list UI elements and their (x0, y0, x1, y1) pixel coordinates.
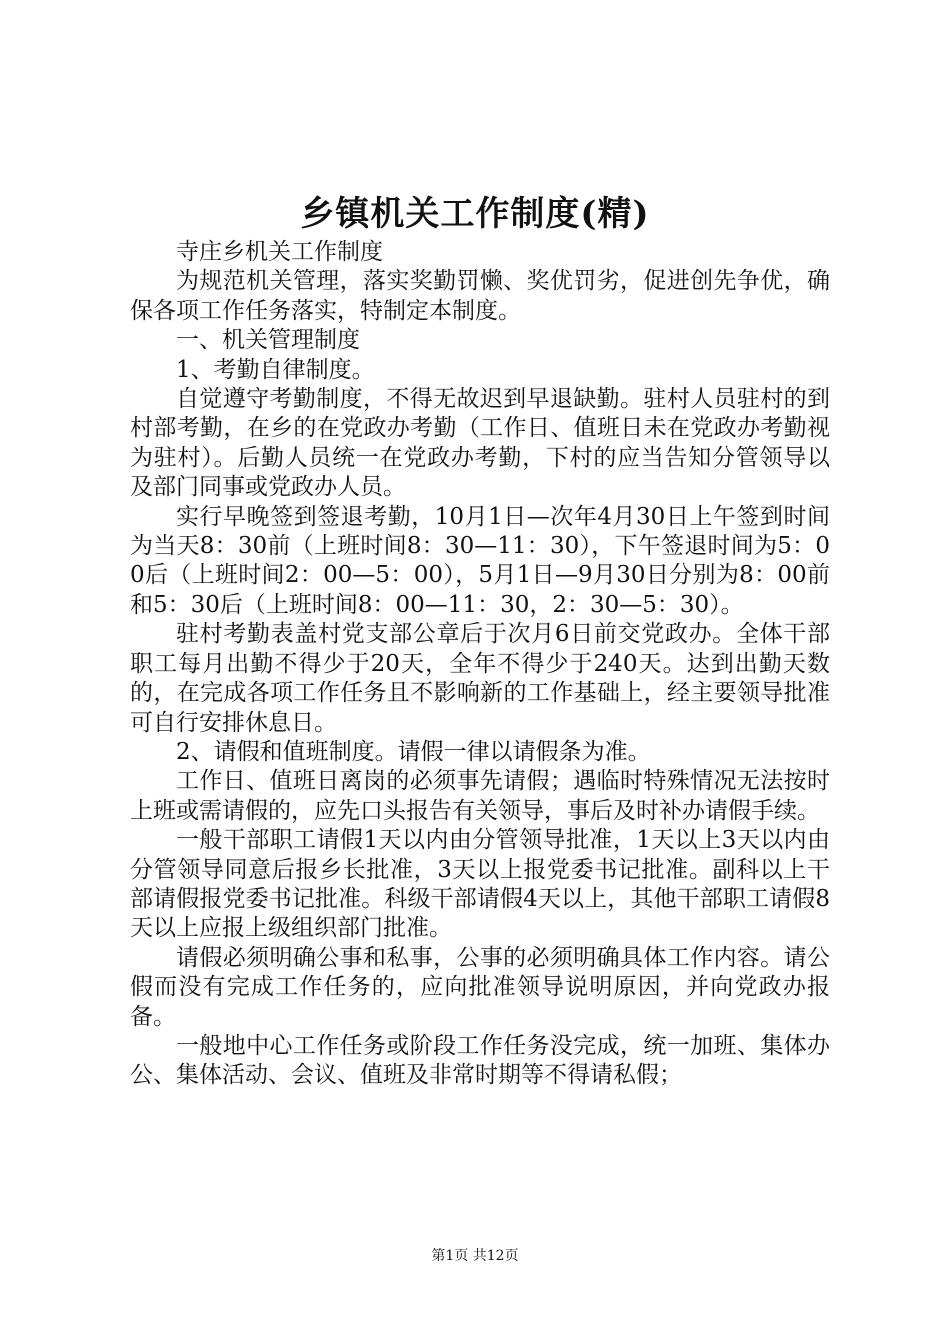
paragraph: 自觉遵守考勤制度，不得无故迟到早退缺勤。驻村人员驻村的到村部考勤，在乡的在党政办考勤（工作日、值班日未在党政办考勤视为驻村）。后勤人员统一在党政办考勤，下村的应当告知分管领导以及部门同事或党政办人员。 (130, 386, 830, 501)
paragraph: 驻村考勤表盖村党支部公章后于次月6日前交党政办。全体干部职工每月出勤不得少于20天，全年不得少于240天。达到出勤天数的，在完成各项工作任务且不影响新的工作基础上，经主要领导批准可自行安排休息日。 (130, 621, 830, 736)
paragraph: 为规范机关管理，落实奖勤罚懒、奖优罚劣，促进创先争优，确保各项工作任务落实，特制定本制度。 (130, 268, 830, 324)
paragraph: 请假必须明确公事和私事，公事的必须明确具体工作内容。请公假而没有完成工作任务的，应向批准领导说明原因，并向党政办报备。 (130, 944, 830, 1030)
paragraph: 寺庄乡机关工作制度 (176, 239, 383, 265)
document-title: 乡镇机关工作制度(精) (300, 194, 650, 234)
paragraph: 实行早晚签到签退考勤，10月1日—次年4月30日上午签到时间为当天8：30前（上班时间8：30—11：30），下午签退时间为5：00后（上班时间2：00—5：00），5月1日—9月30日分别为8：00前和5：30后（上班时间8：00—11：30，2：30—5：30）。 (130, 503, 830, 618)
document-body (130, 238, 830, 1091)
paragraph: 一般干部职工请假1天以内由分管领导批准，1天以上3天以内由分管领导同意后报乡长批准，3天以上报党委书记批准。副科以上干部请假报党委书记批准。科级干部请假4天以上，其他干部职工请假8天以上应报上级组织部门批准。 (130, 827, 830, 942)
subsection-heading: 2、请假和值班制度。请假一律以请假条为准。 (176, 738, 651, 765)
section-heading: 一、机关管理制度 (176, 327, 360, 354)
paragraph: 一般地中心工作任务或阶段工作任务没完成，统一加班、集体办公、集体活动、会议、值班及非常时期等不得请私假； (130, 1032, 830, 1089)
subsection-heading: 1、考勤自律制度。 (176, 356, 375, 383)
paragraph: 工作日、值班日离岗的必须事先请假；遇临时特殊情况无法按时上班或需请假的，应先口头报告有关领导，事后及时补办请假手续。 (130, 768, 830, 824)
page-number-footer: 第1页 共12页 (431, 1248, 519, 1264)
